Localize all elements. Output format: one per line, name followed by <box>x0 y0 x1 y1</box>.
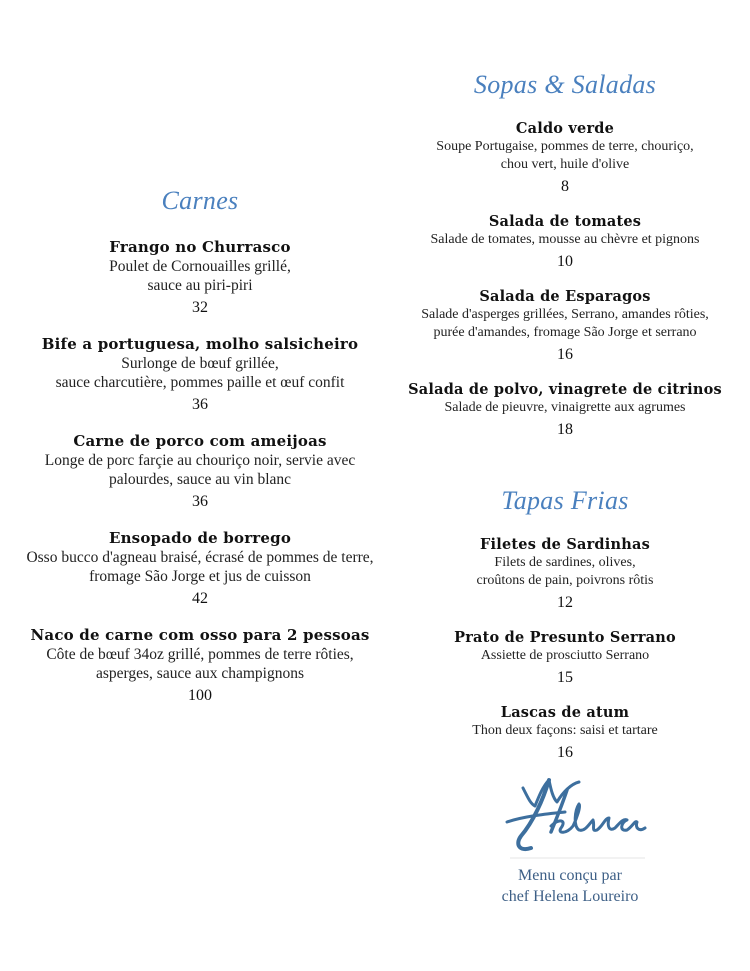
signature-text: Helena <box>485 770 489 771</box>
dish-price: 10 <box>557 253 573 270</box>
dish-description: Thon deux façons: saisi et tartare <box>472 723 658 738</box>
chef-signature-block <box>480 770 660 907</box>
menu-item <box>405 536 725 613</box>
menu-item <box>405 629 725 688</box>
menu-item <box>405 704 725 763</box>
menu-item <box>405 120 725 197</box>
dish-description: Assiette de prosciutto Serrano <box>480 648 650 663</box>
dish-name: Caldo verde <box>515 120 615 137</box>
dish-name: Filetes de Sardinhas <box>480 536 650 553</box>
tapas-title: Tapas Frias <box>501 486 629 515</box>
dish-name: Bife a portuguesa, molho salsicheiro <box>41 335 359 353</box>
dish-price: 36 <box>192 493 208 510</box>
dish-price: 12 <box>557 594 573 611</box>
dish-name: Salada de tomates <box>488 213 642 230</box>
dish-description: asperges, sauce aux champignons <box>95 665 305 682</box>
dish-description: Longe de porc farçie au chouriço noir, servie avec <box>44 452 356 469</box>
menu-item <box>10 432 390 512</box>
menu-item <box>405 381 725 440</box>
credit-line-1: Menu conçu par <box>518 867 622 884</box>
dish-description: purée d'amandes, fromage São Jorge et serrano <box>433 325 697 340</box>
dish-description: croûtons de pain, poivrons rôtis <box>476 573 654 588</box>
credit-line-2: chef Helena Loureiro <box>501 888 639 905</box>
dish-name: Prato de Presunto Serrano <box>454 629 676 646</box>
dish-name: Ensopado de borrego <box>108 529 292 547</box>
dish-description: Surlonge de bœuf grillée, <box>121 355 279 372</box>
menu-item <box>405 213 725 272</box>
dish-description: sauce au piri-piri <box>147 277 253 294</box>
dish-description: fromage São Jorge et jus de cuisson <box>89 568 311 585</box>
menu-item <box>405 288 725 365</box>
dish-description: Salade de pieuvre, vinaigrette aux agrumes <box>444 400 686 415</box>
dish-description: Soupe Portugaise, pommes de terre, chouriço, <box>436 139 694 154</box>
dish-price: 15 <box>557 669 573 686</box>
dish-description: Salade d'asperges grillées, Serrano, amandes rôties, <box>421 307 709 322</box>
dish-description: Osso bucco d'agneau braisé, écrasé de pommes de terre, <box>26 549 374 566</box>
right-column <box>405 70 725 779</box>
dish-description: chou vert, huile d'olive <box>500 157 630 172</box>
dish-price: 16 <box>557 346 573 363</box>
dish-name: Frango no Churrasco <box>109 238 291 256</box>
dish-name: Carne de porco com ameijoas <box>73 432 327 450</box>
dish-description: Filets de sardines, olives, <box>494 555 636 570</box>
dish-description: Poulet de Cornouailles grillé, <box>109 258 291 275</box>
menu-item <box>10 529 390 609</box>
dish-description: Salade de tomates, mousse au chèvre et pignons <box>430 232 700 247</box>
carnes-section <box>10 186 390 723</box>
dish-name: Lascas de atum <box>500 704 630 721</box>
dish-description: Côte de bœuf 34oz grillé, pommes de terre rôties, <box>46 646 354 663</box>
dish-price: 42 <box>192 590 208 607</box>
sopas-title: Sopas & Saladas <box>473 70 657 99</box>
dish-price: 18 <box>557 421 573 438</box>
dish-price: 36 <box>192 396 208 413</box>
dish-price: 32 <box>192 299 208 316</box>
menu-item <box>10 335 390 415</box>
dish-price: 16 <box>557 744 573 761</box>
dish-description: palourdes, sauce au vin blanc <box>108 471 292 488</box>
dish-description: sauce charcutière, pommes paille et œuf confit <box>55 374 345 391</box>
dish-price: 8 <box>561 178 569 195</box>
menu-item <box>10 238 390 318</box>
helena-signature <box>485 770 655 865</box>
carnes-title: Carnes <box>161 186 239 215</box>
dish-name: Naco de carne com osso para 2 pessoas <box>30 626 370 644</box>
menu-item <box>10 626 390 706</box>
dish-price: 100 <box>188 687 212 704</box>
dish-name: Salada de polvo, vinagrete de citrinos <box>408 381 722 398</box>
dish-name: Salada de Esparagos <box>479 288 651 305</box>
